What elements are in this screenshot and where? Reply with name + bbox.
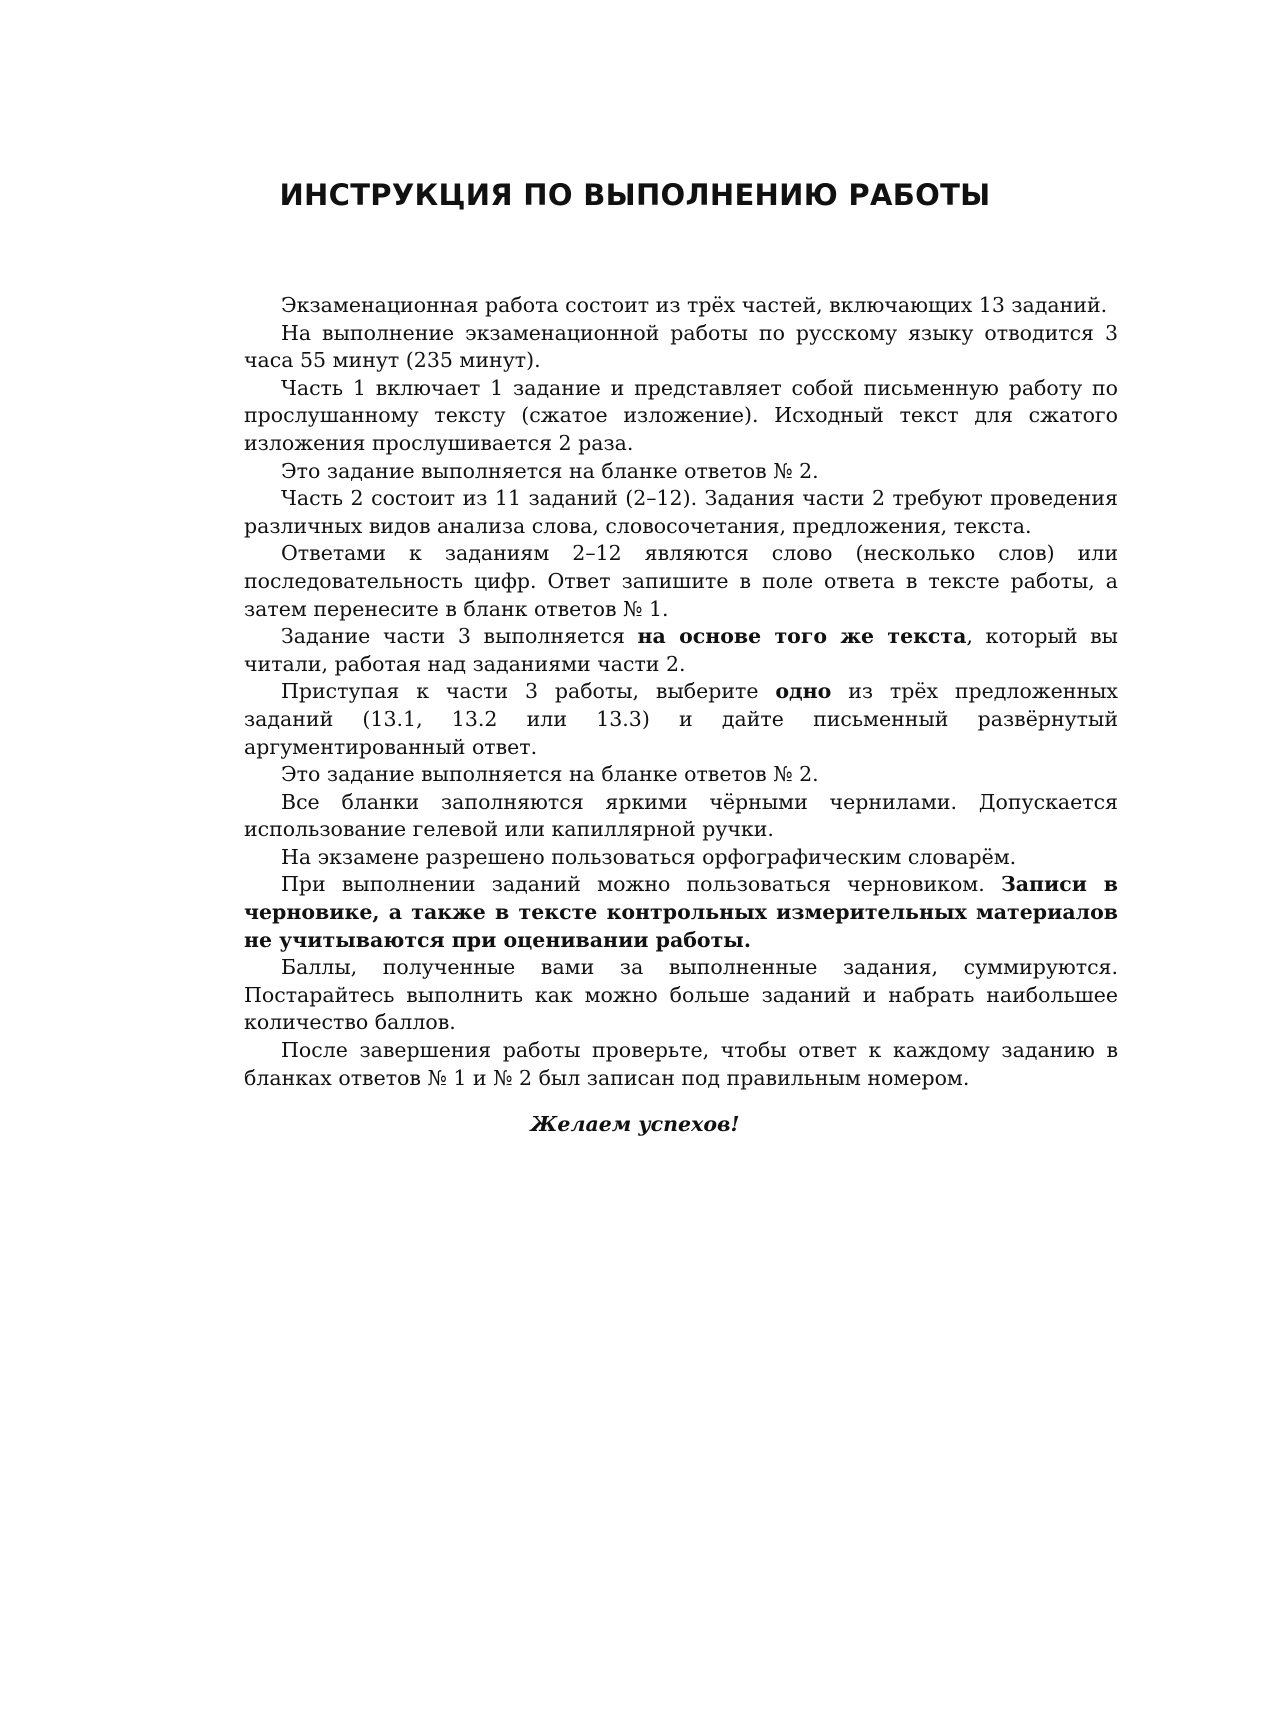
paragraph: Баллы, полученные вами за выполненные задания, суммируются. Постарайтесь выполнить как можно больше заданий и набрать наибольшее количество баллов. bbox=[244, 955, 1118, 1035]
page-title: ИНСТРУКЦИЯ ПО ВЫПОЛНЕНИЮ РАБОТЫ bbox=[279, 178, 991, 212]
paragraph-text: , который вы читали, работая над заданиями части 2. bbox=[244, 624, 1118, 676]
paragraph-text: из трёх предложенных заданий (13.1, 13.2 или 13.3) и дайте письменный развёрнутый аргументированный ответ. bbox=[244, 679, 1118, 759]
instructions-body bbox=[244, 292, 1118, 1092]
paragraph: Часть 1 включает 1 задание и представляет собой письменную работу по прослушанному тексту (сжатое изложение). Исходный текст для сжатого изложения прослушивается 2 раза. bbox=[244, 375, 1118, 455]
paragraph-emphasis: Записи в черновике, а также в тексте контрольных измерительных материалов не учитываются при оценивании работы. bbox=[244, 872, 1118, 952]
paragraph-text: Задание части 3 выполняется bbox=[281, 624, 638, 649]
paragraph: Экзаменационная работа состоит из трёх частей, включающих 13 заданий. bbox=[281, 293, 1108, 317]
paragraph bbox=[244, 871, 1118, 954]
paragraph: Ответами к заданиям 2–12 являются слово (несколько слов) или последовательность цифр. Ответ запишите в поле ответа в тексте работы, а затем перенесите в бланк ответов № 1. bbox=[244, 541, 1118, 621]
paragraph-emphasis: на основе того же текста bbox=[637, 624, 967, 649]
paragraph-text: При выполнении заданий можно пользоваться черновиком. bbox=[281, 872, 1001, 897]
paragraph: Это задание выполняется на бланке ответов № 2. bbox=[281, 458, 819, 483]
paragraph: Часть 2 состоит из 11 заданий (2–12). Задания части 2 требуют проведения различных видов анализа слова, словосочетания, предложения, текста. bbox=[244, 486, 1118, 538]
paragraph: Все бланки заполняются яркими чёрными чернилами. Допускается использование гелевой или капиллярной ручки. bbox=[244, 789, 1118, 842]
paragraph: После завершения работы проверьте, чтобы ответ к каждому заданию в бланках ответов № 1 и № 2 был записан под правильным номером. bbox=[244, 1038, 1118, 1090]
paragraph bbox=[244, 623, 1118, 678]
closing-wish: Желаем успехов! bbox=[530, 1112, 740, 1136]
paragraph-emphasis: одно bbox=[775, 679, 832, 704]
paragraph bbox=[244, 678, 1118, 761]
paragraph: На выполнение экзаменационной работы по русскому языку отводится 3 часа 55 минут (235 минут). bbox=[244, 320, 1118, 373]
paragraph: Это задание выполняется на бланке ответов № 2. bbox=[281, 762, 819, 787]
paragraph: На экзамене разрешено пользоваться орфографическим словарём. bbox=[281, 844, 1017, 869]
paragraph-text: Приступая к части 3 работы, выберите bbox=[281, 679, 776, 704]
